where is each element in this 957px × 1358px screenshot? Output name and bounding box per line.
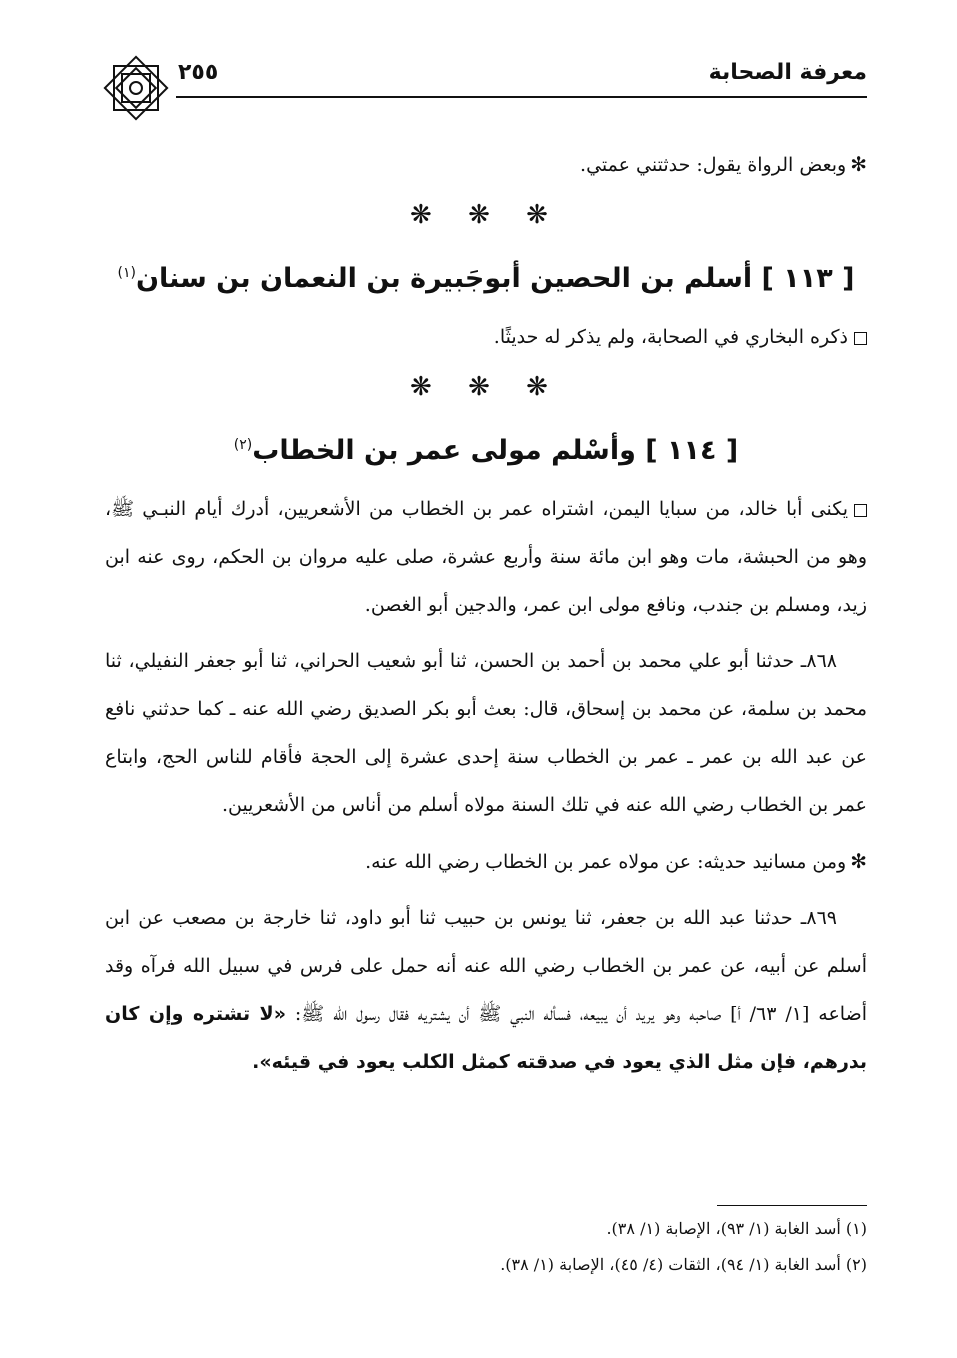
entry-114-bio-text: يكنى أبا خالد، من سبايا اليمن، اشتراه عمر بن الخطاب من الأشعريين، أدرك أيام النبـي ﷺ، وهو من الحبشة، مات وهو ابن مائة سنة وأربع عشرة، صلى عليه مروان بن الحكم، روى عنه ابن زيد، ومسلم بن جندب، ونافع مولى ابن عمر، والدجين أبو الغصن. [105, 498, 867, 616]
entry-113-text [105, 313, 867, 361]
musnad-note-text: ومن مسانيد حديثه: عن مولاه عمر بن الخطاب رضي الله عنه. [365, 851, 847, 873]
entry-heading-114 [105, 417, 867, 479]
running-title: معرفة الصحابة [708, 60, 867, 85]
section-separator: ❋ ❋ ❋ [410, 372, 562, 402]
header-rule [176, 96, 867, 98]
footnotes [105, 1205, 867, 1283]
hadith-869-text: ٨٦٩ـ حدثنا عبد الله بن جعفر، ثنا يونس بن حبيب ثنا أبو داود، ثنا خارجة بن مصعب عن ابن أسلم عن أبيه، عن عمر بن الخطاب رضي الله عنه أنه حمل على فرس في سبيل الله فرآه وقد أضاعه [١/ ٦٣/ أ] صاحبه وهو يريد أن يبيعه، فسأله النبي ﷺ أن يشتريه فقال رسول الله ﷺ: [105, 907, 867, 1025]
intro-note-text: وبعض الرواة يقول: حدثتني عمتي. [580, 154, 847, 176]
section-separator: ❋ ❋ ❋ [410, 200, 562, 230]
main-text [105, 140, 867, 1086]
intro-note [105, 140, 867, 189]
page-number: ٢٥٥ [178, 60, 219, 85]
hadith-869 [105, 894, 867, 1086]
prophetic-quote: «لا تشتره وإن كان بدرهم، فإن مثل الذي يعود في صدقته كمثل الكلب يعود في قيئه». [105, 1003, 867, 1073]
square-marker-icon [854, 504, 867, 517]
hadith-868: ٨٦٨ـ حدثنا أبو علي محمد بن أحمد بن الحسن، ثنا أبو شعيب الحراني، ثنا أبو جعفر النفيلي، ثنا محمد بن سلمة، عن محمد بن إسحاق، قال: بعث أبو بكر الصديق رضي الله عنه ـ كما حدثني نافع عن عبد الله بن عمر ـ عمر بن الخطاب سنة إحدى عشرة إلى الحجة فأقام للناس الحج، وابتاع عمر بن الخطاب رضي الله عنه في تلك السنة مولاه أسلم من أناس من الأشعريين. [105, 650, 867, 816]
footnote-2: (٢) أسد الغابة (١/ ٩٤)، الثقات (٤/ ٤٥)، الإصابة (١/ ٣٨). [500, 1255, 867, 1274]
page-header [100, 52, 867, 122]
entry-114-bio [105, 485, 867, 629]
entry-heading-114-text: [ ١١٤ ] وأسْلم مولى عمر بن الخطاب [252, 435, 739, 466]
footnote-ref-1: (١) [117, 265, 136, 281]
star-icon: ✻ [850, 849, 867, 873]
star-icon: ✻ [850, 152, 867, 176]
footnote-1: (١) أسد الغابة (١/ ٩٣)، الإصابة (١/ ٣٨). [606, 1219, 867, 1238]
octagram-ornament-icon [100, 52, 172, 124]
footnote-ref-2: (٢) [233, 437, 253, 453]
entry-heading-113-text: [ ١١٣ ] أسلم بن الحصين أبوجَبيرة بن النعمان بن سنان [135, 263, 855, 294]
square-marker-icon [854, 332, 867, 345]
musnad-note [105, 837, 867, 886]
entry-113-body: ذكره البخاري في الصحابة، ولم يذكر له حديثًا. [493, 326, 848, 348]
entry-heading-113 [105, 245, 867, 307]
